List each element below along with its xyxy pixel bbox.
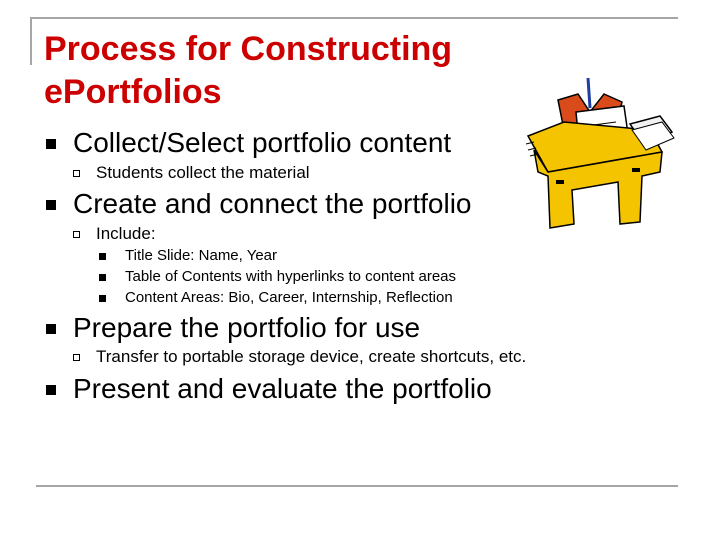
sub-bullet-text: Include: [96,224,156,243]
small-square-bullet-icon [99,274,106,281]
sub-bullet-text: Students collect the material [96,163,310,182]
frame-left-border [30,17,32,65]
hollow-square-bullet-icon [73,170,80,177]
square-bullet-icon [46,385,56,395]
sub-bullet-text: Transfer to portable storage device, create shortcuts, etc. [96,347,527,366]
sub-sub-bullet-text: Content Areas: Bio, Career, Internship, Reflection [125,289,453,306]
bullet-text: Create and connect the portfolio [73,188,472,219]
hollow-square-bullet-icon [73,231,80,238]
frame-top-border [30,17,678,19]
bullet-text: Present and evaluate the portfolio [73,373,492,404]
sub-sub-bullet-text: Table of Contents with hyperlinks to content areas [125,268,457,285]
frame-bottom-border [36,485,678,487]
bullet-text: Collect/Select portfolio content [73,127,452,158]
hollow-square-bullet-icon [73,354,80,361]
sub-sub-bullet-text: Title Slide: Name, Year [125,247,278,264]
desk-with-papers-icon [520,72,680,232]
square-bullet-icon [46,324,56,334]
pen-shape [588,78,590,108]
small-square-bullet-icon [99,253,106,260]
small-square-bullet-icon [99,295,106,302]
drawer-handle [632,168,640,172]
drawer-handle [556,180,564,184]
bullet-text: Prepare the portfolio for use [73,312,421,343]
square-bullet-icon [46,139,56,149]
square-bullet-icon [46,200,56,210]
slide-title: Process for Constructing ePortfolios [44,30,453,111]
